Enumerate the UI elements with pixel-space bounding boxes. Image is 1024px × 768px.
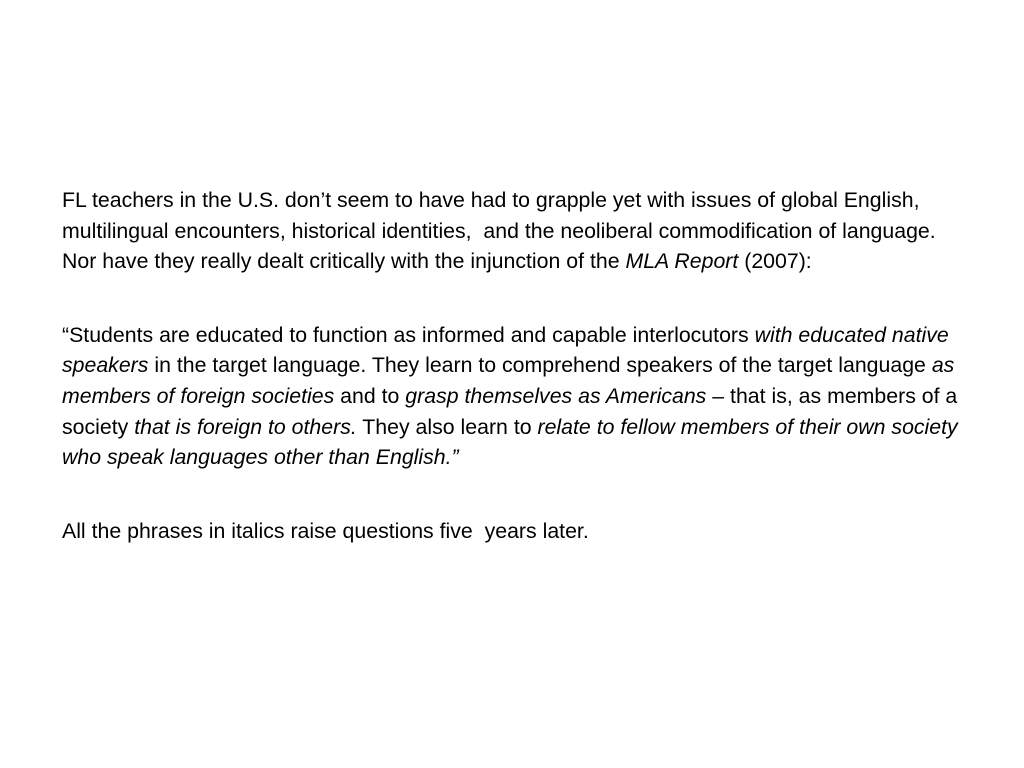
quote-text-5: They also learn to bbox=[356, 414, 538, 439]
closing-paragraph: All the phrases in italics raise questions five years later. bbox=[62, 518, 589, 543]
quote-text-1: “Students are educated to function as informed and capable interlocutors bbox=[62, 322, 755, 347]
quote-italic-4: that is foreign to others. bbox=[134, 414, 357, 439]
slide-body bbox=[62, 185, 972, 546]
paragraph-intro-year: (2007): bbox=[738, 249, 812, 274]
quote-text-3: and to bbox=[334, 383, 406, 408]
quote-italic-3: grasp themselves as Americans bbox=[405, 383, 707, 408]
paragraph-intro bbox=[62, 185, 972, 277]
quote-text-2: in the target language. They learn to comprehend speakers of the target language bbox=[148, 353, 932, 378]
quote-italic-2: as members of foreign societies bbox=[62, 353, 961, 408]
mla-report-title: MLA Report bbox=[625, 249, 739, 274]
quote-italic-1: with educated native speakers bbox=[62, 322, 955, 378]
quote-paragraph bbox=[62, 320, 972, 473]
quote-italic-5: relate to fellow members of their own society who speak languages other than English.” bbox=[62, 414, 964, 470]
quote-text-4: – that is, as members of a society bbox=[62, 383, 964, 439]
paragraph-intro-text: FL teachers in the U.S. don’t seem to have had to grapple yet with issues of global English, multilingual encounters, historical identities, and the neoliberal commodification of language. Nor have they really dealt critically with the injunction of the bbox=[62, 188, 942, 274]
